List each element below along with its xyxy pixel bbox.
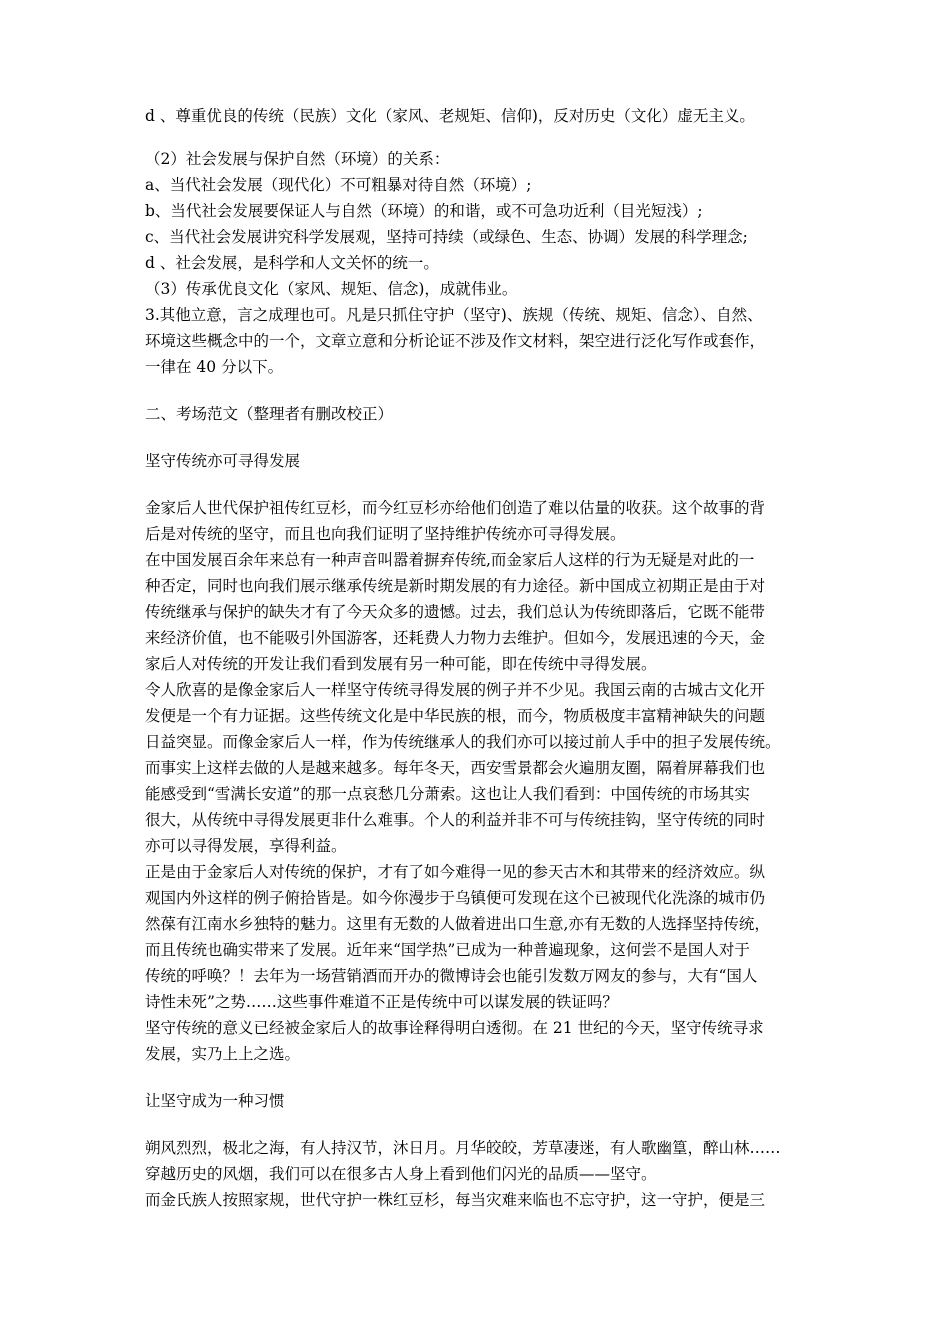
text-line: d 、社会发展，是科学和人文关怀的统一。 [145, 254, 439, 272]
text-line: 发便是一个有力证据。这些传统文化是中华民族的根，而今，物质极度丰富精神缺失的问题 [145, 707, 766, 725]
text-line: 坚守传统的意义已经被金家后人的故事诠释得明白透彻。在 21 世纪的今天，坚守传统寻求 [145, 1019, 764, 1037]
text-line: 而金氏族人按照家规，世代守护一株红豆杉，每当灾难来临也不忘守护，这一守护，便是三 [145, 1191, 766, 1209]
text-line: 一律在 40 分以下。 [145, 358, 284, 376]
text-line: 正是由于金家后人对传统的保护，才有了如今难得一见的参天古木和其带来的经济效应。纵 [145, 863, 766, 881]
text-line: 令人欣喜的是像金家后人一样坚守传统寻得发展的例子并不少见。我国云南的古城古文化开 [145, 681, 766, 699]
text-line: 传统的呼唤？！去年为一场营销酒而开办的微博诗会也能引发数万网友的参与，大有“国人 [145, 967, 758, 985]
paragraph-gap [145, 129, 815, 146]
text-line: 3.其他立意，言之成理也可。凡是只抓住守护（坚守)、族规（传统、规矩、信念）、自然、 [145, 306, 763, 324]
text-line: c、当代社会发展讲究科学发展观，坚持可持续（或绿色、生态、协调）发展的科学理念; [145, 228, 748, 246]
text-line: 而事实上这样去做的人是越来越多。每年冬天，西安雪景都会火遍朋友圈，隔着屏幕我们也 [145, 759, 766, 777]
text-line: 发展，实乃上上之选。 [145, 1045, 301, 1063]
paragraph-gap [145, 1067, 815, 1088]
text-line: 日益突显。而像金家后人一样，作为传统继承人的我们亦可以接过前人手中的担子发展传统。 [145, 733, 781, 751]
text-line: 金家后人世代保护祖传红豆杉，而今红豆杉亦给他们创造了难以估量的收获。这个故事的背 [145, 499, 766, 517]
text-line: 很大，从传统中寻得发展更非什么难事。个人的利益并非不可与传统挂钩，坚守传统的同时 [145, 811, 766, 829]
section-heading: 二、考场范文（整理者有删改校正） [145, 405, 394, 423]
text-line: 后是对传统的坚守，而且也向我们证明了坚持维护传统亦可寻得发展。 [145, 525, 626, 543]
paragraph-gap [145, 427, 815, 448]
text-line: 然葆有江南水乡独特的魅力。这里有无数的人做着进出口生意,亦有无数的人选择坚持传统， [145, 915, 770, 933]
text-line: a、当代社会发展（现代化）不可粗暴对待自然（环境）; [145, 176, 532, 194]
paragraph-gap [145, 474, 815, 495]
text-line: （3）传承优良文化（家风、规矩、信念)，成就伟业。 [145, 280, 518, 298]
text-line: 亦可以寻得发展，享得利益。 [145, 837, 347, 855]
text-line: 环境这些概念中的一个，文章立意和分析论证不涉及作文材料，架空进行泛化写作或套作， [145, 332, 766, 350]
text-line: 诗性未死”之势……这些事件难道不正是传统中可以谋发展的铁证吗？ [145, 993, 618, 1011]
text-line: 穿越历史的风烟，我们可以在很多古人身上看到他们闪光的品质——坚守。 [145, 1165, 657, 1183]
text-line: 而且传统也确实带来了发展。近年来“国学热”已成为一种普遍现象，这何尝不是国人对于 [145, 941, 750, 959]
text-line: 观国内外这样的例子俯拾皆是。如今你漫步于乌镇便可发现在这个已被现代化洗涤的城市仍 [145, 889, 766, 907]
text-line: 种否定，同时也向我们展示继承传统是新时期发展的有力途径。新中国成立初期正是由于对 [145, 577, 766, 595]
text-line: 能感受到“雪满长安道”的那一点哀愁几分萧索。这也让人我们看到：中国传统的市场其实 [145, 785, 750, 803]
text-line: 传统继承与保护的缺失才有了今天众多的遗憾。过去，我们总认为传统即落后，它既不能带 [145, 603, 766, 621]
text-line: 在中国发展百余年来总有一种声音叫嚣着摒弃传统,而金家后人这样的行为无疑是对此的一 [145, 551, 755, 569]
text-line: b、当代社会发展要保证人与自然（环境）的和谐，或不可急功近利（目光短浅）; [145, 202, 703, 220]
text-line: 家后人对传统的开发让我们看到发展有另一种可能，即在传统中寻得发展。 [145, 655, 657, 673]
paragraph-gap [145, 1114, 815, 1135]
essay-title: 坚守传统亦可寻得发展 [145, 452, 301, 470]
text-line: d 、尊重优良的传统（民族）文化（家风、老规矩、信仰)，反对历史（文化）虚无主义。 [145, 107, 755, 125]
text-line: （2）社会发展与保护自然（环境）的关系： [145, 150, 450, 168]
text-line: 朔风烈烈，极北之海，有人持汉节，沐日月。月华皎皎，芳草凄迷，有人歌幽篁，醉山林…… [145, 1139, 781, 1157]
essay-title: 让坚守成为一种习惯 [145, 1092, 285, 1110]
text-line: 来经济价值，也不能吸引外国游客，还耗费人力物力去维护。但如今，发展迅速的今天，金 [145, 629, 766, 647]
paragraph-gap [145, 380, 815, 401]
document-page [145, 103, 815, 1213]
